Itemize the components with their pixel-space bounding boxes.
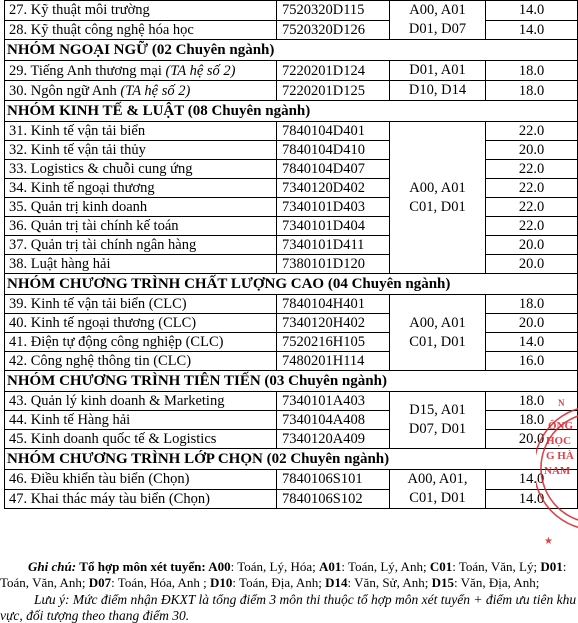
- program-name: [5, 61, 277, 81]
- program-name: [5, 81, 277, 101]
- program-label: 31. Kinh tế vận tải biển: [9, 123, 146, 139]
- combo-code: D07: [88, 574, 112, 590]
- combination-cell: [390, 122, 486, 274]
- combo-subjects: : Toán, Hóa, Anh ;: [111, 574, 211, 590]
- program-name: [5, 314, 277, 333]
- score-cell: 18.0: [486, 81, 578, 101]
- program-name: [5, 217, 277, 236]
- program-name: [5, 411, 277, 430]
- score-cell: 22.0: [486, 160, 578, 179]
- combination-line: A00, A01: [409, 314, 466, 331]
- program-suffix: (TA hệ số 2): [120, 82, 191, 99]
- table-row: [5, 255, 578, 274]
- group-header-row: [5, 101, 578, 122]
- combination-line: D01, D07: [408, 21, 467, 37]
- table-row: [5, 392, 578, 411]
- program-code: 7520216H105: [277, 333, 390, 352]
- combination-cell: D01, A01: [390, 61, 486, 81]
- table-row: [5, 430, 578, 449]
- program-label: 40. Kinh tế ngoại thương (CLC): [9, 315, 197, 331]
- program-label: 45. Kinh doanh quốc tế & Logistics: [9, 431, 217, 447]
- combo-code: C01: [429, 559, 453, 574]
- program-label: 46. Điều khiển tàu biển (Chọn): [9, 471, 190, 488]
- table-row: [5, 411, 578, 430]
- score-cell: 14.0: [486, 20, 578, 40]
- program-code: 7840104H401: [277, 295, 390, 314]
- program-code: 7340101D411: [277, 236, 390, 255]
- combination-cell: [390, 392, 486, 449]
- combination-line: C01, D01: [409, 198, 466, 215]
- program-label: 36. Quản trị tài chính kế toán: [9, 218, 179, 234]
- stamp-letter: N: [558, 398, 565, 408]
- score-cell: 22.0: [486, 122, 578, 141]
- combo-code: D15: [431, 574, 455, 590]
- group-header-row: [5, 40, 578, 61]
- program-label: 33. Logistics & chuỗi cung ứng: [9, 161, 193, 177]
- table-row: [5, 295, 578, 314]
- table-row: [5, 489, 578, 509]
- table-row: [5, 217, 578, 236]
- program-name: [5, 198, 277, 217]
- combination-line: A00, A01: [409, 179, 466, 196]
- program-label: 39. Kinh tế vận tải biển (CLC): [9, 296, 187, 312]
- program-name: [5, 352, 277, 371]
- program-code: 7480201H114: [277, 352, 390, 371]
- score-cell: 20.0: [486, 255, 578, 274]
- program-label: 34. Kinh tế ngoại thương: [9, 180, 155, 196]
- program-name: [5, 179, 277, 198]
- program-label: 47. Khai thác máy tàu biển (Chọn): [9, 490, 210, 507]
- stamp-letter: G HÀ: [546, 450, 574, 462]
- program-code: 7840104D407: [277, 160, 390, 179]
- program-label: 32. Kinh tế vận tải thủy: [9, 142, 146, 158]
- group-header-row: [5, 371, 578, 392]
- table-row: [5, 198, 578, 217]
- program-code: 7840106S102: [277, 489, 390, 509]
- program-code: 7520320D115: [277, 1, 390, 21]
- combo-code: D14: [325, 574, 348, 590]
- table-row: [5, 470, 578, 490]
- program-code: 7840104D410: [277, 141, 390, 160]
- table-row: [5, 236, 578, 255]
- program-code: 7340120D402: [277, 179, 390, 198]
- program-code: 7380101D120: [277, 255, 390, 274]
- star-icon: ★: [544, 536, 553, 547]
- program-label: 43. Quản lý kinh doanh & Marketing: [9, 393, 225, 409]
- program-code: 7340104A408: [277, 411, 390, 430]
- score-cell: 14.0: [486, 470, 578, 490]
- group-header-row: [5, 274, 578, 295]
- program-label: 35. Quản trị kinh doanh: [9, 199, 148, 215]
- score-cell: 20.0: [486, 236, 578, 255]
- program-name: 27. Kỹ thuật môi trường: [5, 1, 277, 21]
- program-label: 44. Kinh tế Hàng hải: [9, 412, 131, 428]
- score-cell: 20.0: [486, 141, 578, 160]
- program-code: 7840104D401: [277, 122, 390, 141]
- score-cell: 14.0: [486, 333, 578, 352]
- combo-subjects: : Toán, Lý, Hóa;: [230, 559, 320, 574]
- score-cell: 18.0: [486, 295, 578, 314]
- combo-subjects: : Toán, Văn, Lý;: [452, 559, 541, 574]
- program-code: 7220201D124: [277, 61, 390, 81]
- score-cell: 18.0: [486, 392, 578, 411]
- program-label: 37. Quản trị tài chính ngân hàng: [9, 237, 197, 253]
- combo-code: D10: [210, 574, 233, 590]
- program-code: 7340120A409: [277, 430, 390, 449]
- program-name: [5, 392, 277, 411]
- table-row: [5, 333, 578, 352]
- stamp-letter: ÔNG: [548, 420, 574, 432]
- program-name: [5, 333, 277, 352]
- score-cell: 14.0: [486, 489, 578, 509]
- program-code: 7340120H402: [277, 314, 390, 333]
- program-code: 7220201D125: [277, 81, 390, 101]
- combo-subjects: : Toán, Lý, Anh;: [341, 559, 430, 574]
- score-cell: 16.0: [486, 352, 578, 371]
- score-table: [4, 0, 578, 509]
- combo-subjects: : Văn, Địa, Anh;: [454, 574, 540, 590]
- table-row: [5, 352, 578, 371]
- combination-line: C01, D01: [409, 490, 466, 506]
- table-row: [5, 61, 578, 81]
- table-row: [5, 81, 578, 101]
- group-title: NHÓM CHƯƠNG TRÌNH CHẤT LƯỢNG CAO (04 Chuyên ngành): [5, 274, 578, 295]
- group-header-row: [5, 449, 578, 470]
- program-label: 29. Tiếng Anh thương mại: [9, 62, 166, 79]
- combination-line: D15, A01: [409, 402, 466, 418]
- combo-subjects: : Văn, Sử, Anh;: [347, 574, 432, 590]
- group-title: NHÓM CHƯƠNG TRÌNH LỚP CHỌN (02 Chuyên ngành): [5, 449, 578, 470]
- combination-cell: [390, 1, 486, 40]
- group-title: NHÓM NGOẠI NGỮ (02 Chuyên ngành): [5, 40, 578, 61]
- score-cell: 22.0: [486, 179, 578, 198]
- group-title: NHÓM KINH TẾ & LUẬT (08 Chuyên ngành): [5, 101, 578, 122]
- program-name: [5, 489, 277, 509]
- notes-section: [0, 559, 578, 623]
- program-name: 28. Kỹ thuật công nghệ hóa học: [5, 20, 277, 40]
- group-title: NHÓM CHƯƠNG TRÌNH TIÊN TIẾN (03 Chuyên ngành): [5, 371, 578, 392]
- program-name: [5, 430, 277, 449]
- program-name: [5, 236, 277, 255]
- program-name: [5, 160, 277, 179]
- program-label: 42. Công nghệ thông tin (CLC): [9, 353, 192, 369]
- note-label: Ghi chú:: [28, 559, 80, 574]
- score-cell: 20.0: [486, 314, 578, 333]
- program-name: [5, 470, 277, 490]
- score-cell: 22.0: [486, 217, 578, 236]
- caution-note: Lưu ý: Mức điểm nhận ĐKXT là tổng điểm 3 môn thi thuộc tổ hợp môn xét tuyển + điểm ưu tiên khu vực, đối tượng theo thang điểm 30.: [0, 592, 577, 623]
- table-row: [5, 141, 578, 160]
- combo-code: A00: [208, 559, 231, 574]
- combination-line: C01, D01: [409, 333, 466, 350]
- table-row: [5, 314, 578, 333]
- table-row: [5, 160, 578, 179]
- program-code: 7520320D126: [277, 20, 390, 40]
- table-row: [5, 20, 578, 40]
- combination-cell: D10, D14: [390, 81, 486, 101]
- score-cell: 18.0: [486, 411, 578, 430]
- score-cell: 14.0: [486, 1, 578, 21]
- program-label: 41. Điện tự động công nghiệp (CLC): [9, 334, 224, 350]
- table-row: [5, 122, 578, 141]
- combination-line: A00, A01,: [407, 471, 468, 487]
- combination-cell: [390, 470, 486, 509]
- combo-code: D01: [540, 559, 563, 574]
- program-name: [5, 122, 277, 141]
- program-code: 7340101D403: [277, 198, 390, 217]
- score-cell: 22.0: [486, 198, 578, 217]
- program-code: 7840106S101: [277, 470, 390, 490]
- stamp-letter: NAM: [544, 465, 571, 477]
- combo-subjects: : Toán, Văn, Anh;: [0, 559, 567, 590]
- table-row: [5, 1, 578, 21]
- program-code: 7340101D404: [277, 217, 390, 236]
- table-row: [5, 179, 578, 198]
- combination-legend: [0, 559, 578, 590]
- note-heading: Tổ hợp môn xét tuyển:: [79, 559, 209, 574]
- score-cell: 18.0: [486, 61, 578, 81]
- program-suffix: (TA hệ số 2): [165, 62, 236, 79]
- admission-score-sheet: [4, 0, 577, 509]
- program-name: [5, 255, 277, 274]
- program-name: [5, 295, 277, 314]
- program-code: 7340101A403: [277, 392, 390, 411]
- program-label: 38. Luật hàng hải: [9, 256, 111, 272]
- stamp-letter: HỌC: [546, 435, 572, 447]
- score-cell: 20.0: [486, 430, 578, 449]
- combination-line: D07, D01: [408, 421, 467, 437]
- combo-code: A01: [319, 559, 342, 574]
- combo-subjects: : Toán, Địa, Anh;: [232, 574, 326, 590]
- combination-line: A00, A01: [409, 2, 466, 18]
- program-name: [5, 141, 277, 160]
- combination-cell: [390, 295, 486, 371]
- red-seal-stamp: [536, 378, 578, 558]
- program-label: 30. Ngôn ngữ Anh: [9, 82, 121, 99]
